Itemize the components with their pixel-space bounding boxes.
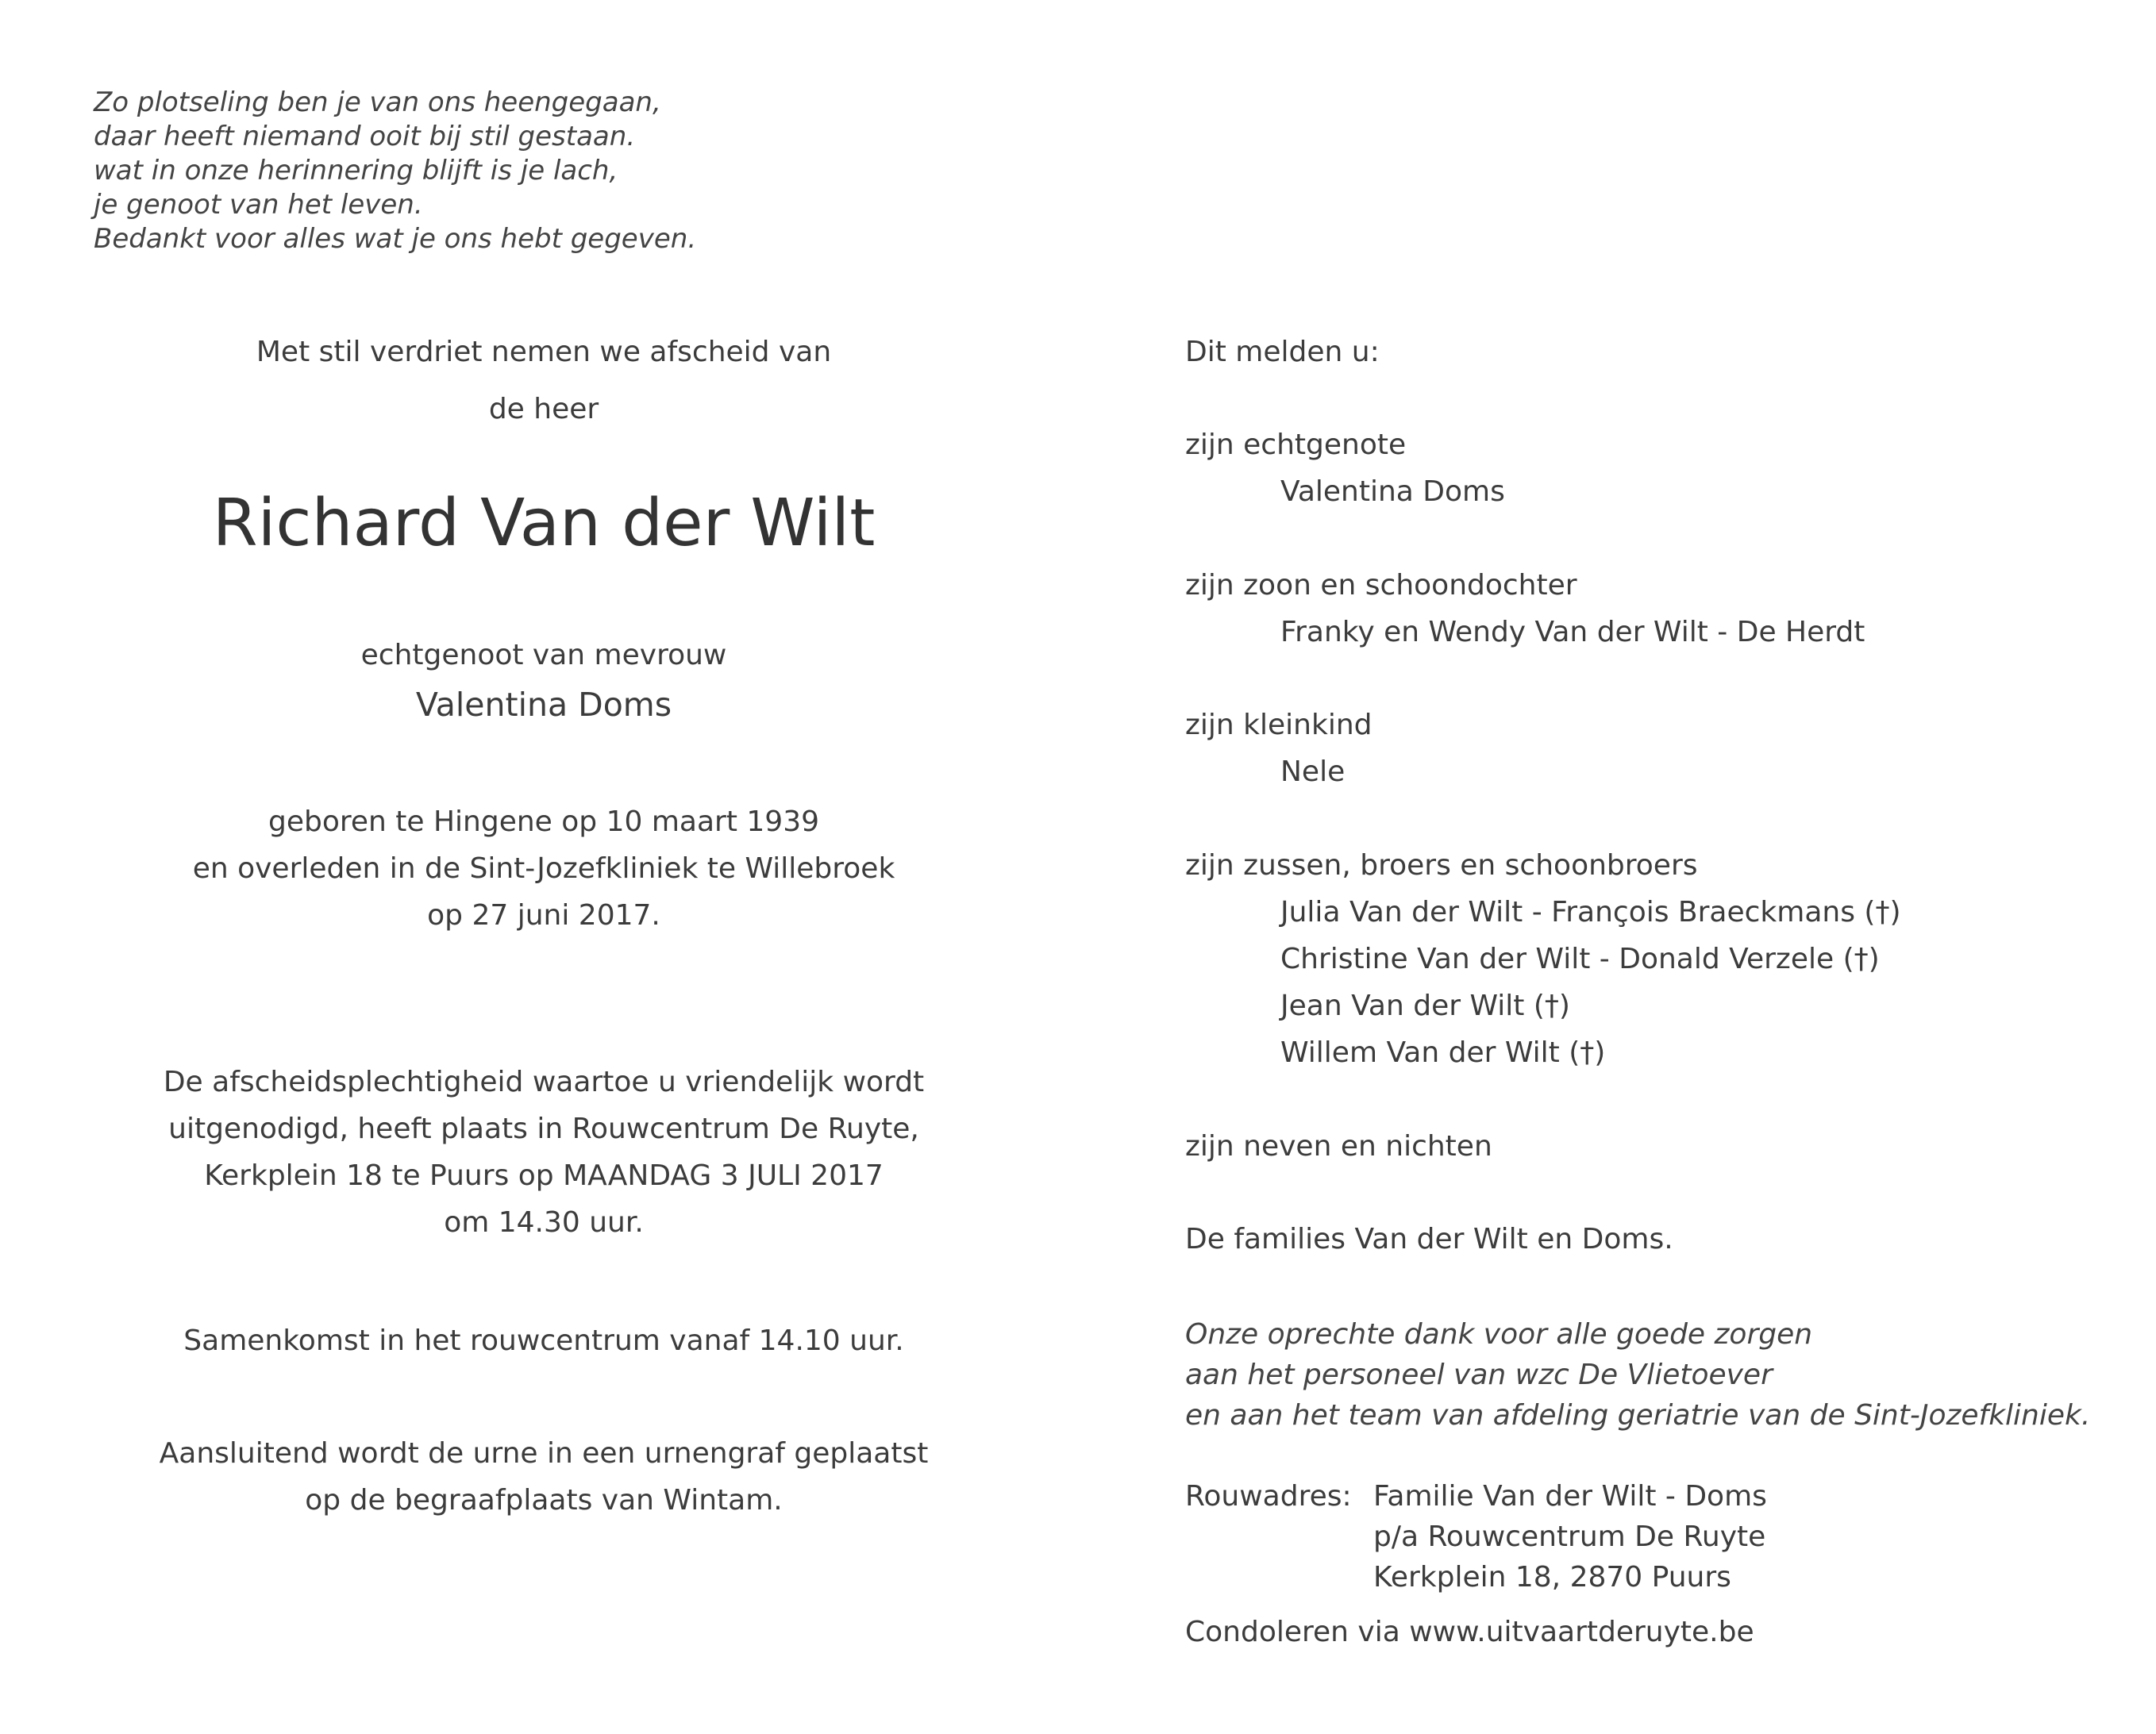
birth-death-details (79, 798, 1008, 939)
deceased-name: Richard Van der Wilt (212, 486, 876, 561)
family-member: Julia Van der Wilt - François Braeckmans (†) (1280, 896, 1901, 929)
family-member: Christine Van der Wilt - Donald Verzele (†) (1280, 943, 1880, 975)
address-line: Familie Van der Wilt - Doms (1373, 1480, 1767, 1513)
family-member: Franky en Wendy Van der Wilt - De Herdt (1280, 616, 1865, 648)
family-member: Willem Van der Wilt (†) (1280, 1036, 1606, 1069)
thanks-line: aan het personeel van wzc De Vlietoever (1185, 1359, 1773, 1391)
birth-death-line: geboren te Hingene op 10 maart 1939 (268, 805, 820, 838)
birth-death-line: en overleden in de Sint-Jozefkliniek te Willebroek (192, 852, 895, 885)
poem-line: daar heeft niemand ooit bij stil gestaan. (94, 121, 636, 152)
address-label: Rouwadres: (1185, 1480, 1352, 1513)
ceremony-line: om 14.30 uur. (444, 1206, 644, 1239)
family-member: Jean Van der Wilt (†) (1280, 990, 1570, 1022)
thanks-line: Onze oprechte dank voor alle goede zorgen (1185, 1318, 1813, 1351)
cousins-text: zijn neven en nichten (1185, 1130, 1492, 1163)
salutation: de heer (488, 393, 599, 425)
family-member: Nele (1280, 756, 1346, 788)
ceremony-line: De afscheidsplechtigheid waartoe u vriendelijk wordt (163, 1066, 925, 1098)
gathering-text: Samenkomst in het rouwcentrum vanaf 14.10 uur. (183, 1325, 904, 1357)
funeral-address (1185, 1476, 1767, 1598)
opening-poem (94, 86, 696, 256)
families-text: De families Van der Wilt en Doms. (1185, 1223, 1673, 1255)
relation-group-son (1185, 562, 1865, 656)
relation-group-siblings (1185, 842, 1901, 1076)
condolences-text: Condoleren via www.uitvaartderuyte.be (1185, 1616, 1754, 1648)
birth-death-line: op 27 juni 2017. (427, 899, 660, 932)
address-line: Kerkplein 18, 2870 Puurs (1373, 1561, 1731, 1594)
ceremony-line: Kerkplein 18 te Puurs op MAANDAG 3 JULI 2017 (204, 1159, 884, 1192)
thanks-note (1185, 1314, 2090, 1436)
spouse-intro: echtgenoot van mevrouw (360, 639, 727, 671)
announce-text: Dit melden u: (1185, 336, 1380, 368)
relation-label: zijn kleinkind (1185, 709, 1373, 741)
address-lines (1373, 1476, 1767, 1598)
thanks-line: en aan het team van afdeling geriatrie van de Sint-Jozefkliniek. (1185, 1399, 2091, 1432)
relation-group-spouse (1185, 421, 1505, 515)
poem-line: Zo plotseling ben je van ons heengegaan, (94, 87, 661, 118)
ceremony-details (79, 1059, 1008, 1246)
burial-line: op de begraafplaats van Wintam. (305, 1484, 783, 1517)
family-member: Valentina Doms (1280, 475, 1505, 508)
burial-details (79, 1430, 1008, 1524)
relation-group-grandchild (1185, 702, 1373, 795)
poem-line: je genoot van het leven. (94, 189, 423, 221)
poem-line: wat in onze herinnering blijft is je lach, (94, 155, 618, 186)
relation-label: zijn zussen, broers en schoonbroers (1185, 849, 1698, 882)
poem-line: Bedankt voor alles wat je ons hebt gegeven. (94, 223, 697, 255)
address-line: p/a Rouwcentrum De Ruyte (1373, 1521, 1766, 1553)
relation-label: zijn zoon en schoondochter (1185, 569, 1577, 602)
ceremony-line: uitgenodigd, heeft plaats in Rouwcentrum De Ruyte, (168, 1113, 919, 1145)
relation-label: zijn echtgenote (1185, 429, 1407, 461)
intro-text: Met stil verdriet nemen we afscheid van (256, 336, 832, 368)
burial-line: Aansluitend wordt de urne in een urnengraf geplaatst (159, 1437, 929, 1470)
spouse-name: Valentina Doms (415, 686, 672, 724)
